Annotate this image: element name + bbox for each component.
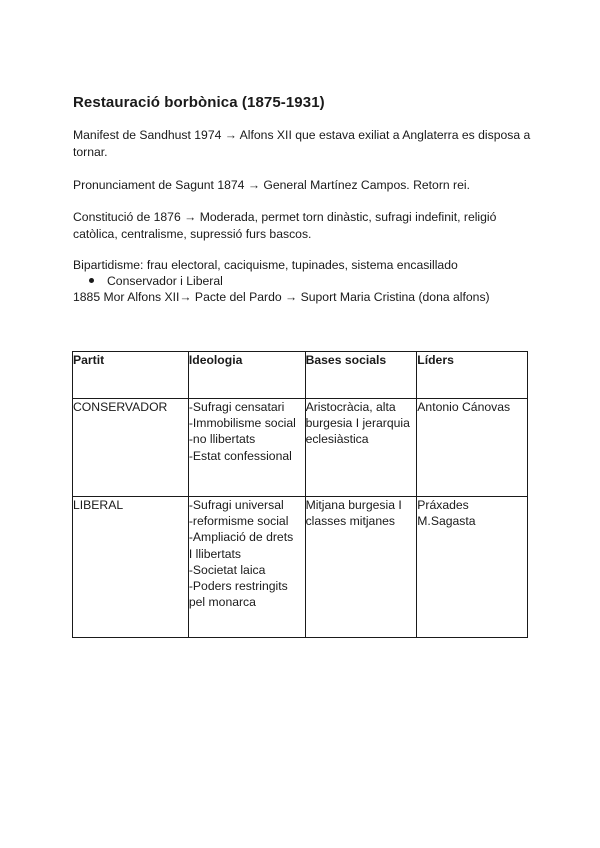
cell-line: Antonio Cánovas: [417, 400, 511, 414]
cell-line: -Immobilisme social: [188, 416, 296, 431]
cell-line: Aristocràcia, alta: [305, 400, 396, 414]
header-ideologia: Ideologia: [188, 352, 305, 399]
paragraph-1885: 1885 Mor Alfons XII→ Pacte del Pardo → Suport Maria Cristina (dona alfons): [73, 290, 490, 304]
cell-ideologia: [188, 497, 305, 638]
cell-bases-socials: [305, 497, 417, 638]
document-title: Restauració borbònica (1875-1931): [73, 94, 325, 111]
cell-line: eclesiàstica: [305, 432, 369, 447]
cell-line: Mitjana burgesia I: [305, 498, 402, 512]
cell-line: -no llibertats: [188, 432, 256, 447]
bullet-icon: [89, 278, 94, 283]
header-partit: Partit: [73, 352, 189, 399]
bullet-item: [89, 273, 223, 290]
cell-line: M.Sagasta: [417, 514, 476, 529]
header-bases-socials: Bases socials: [305, 352, 417, 399]
cell-line: classes mitjanes: [305, 514, 395, 529]
paragraph-sagunt: Pronunciament de Sagunt 1874 → General Martínez Campos. Retorn rei.: [73, 178, 470, 192]
cell-line: -Ampliació de drets: [188, 530, 294, 545]
header-liders: Líders: [417, 352, 528, 399]
cell-line: -Societat laica: [188, 562, 266, 577]
cell-line: -Sufragi universal: [188, 498, 284, 512]
cell-liders: [417, 497, 528, 638]
paragraph-bipartidisme: Bipartidisme: frau electoral, caciquisme, tupinades, sistema encasillado: [73, 258, 458, 272]
table-row: [73, 497, 528, 638]
cell-line: -reformisme social: [188, 514, 289, 529]
table-row: [73, 399, 528, 497]
cell-line: -Estat confessional: [188, 448, 292, 463]
cell-line: I llibertats: [188, 546, 242, 561]
cell-line: -Sufragi censatari: [188, 400, 285, 414]
table-header-row: [73, 352, 528, 399]
cell-ideologia: [188, 399, 305, 497]
cell-liders: [417, 399, 528, 497]
paragraph-constitucio: Constitució de 1876 → Moderada, permet torn dinàstic, sufragi indefinit, religió catòlica, centralisme, supressió furs bascos.: [73, 210, 497, 241]
cell-line: burgesia I jerarquia: [305, 416, 410, 431]
cell-partit: LIBERAL: [73, 497, 189, 638]
cell-partit: CONSERVADOR: [73, 399, 189, 497]
cell-line: -Poders restringits: [188, 579, 288, 594]
cell-line: Práxades: [417, 498, 469, 512]
cell-line: pel monarca: [188, 595, 256, 610]
paragraph-sandhurst: Manifest de Sandhust 1974 → Alfons XII que estava exiliat a Anglaterra es disposa a tornar.: [73, 128, 531, 159]
bullet-text: Conservador i Liberal: [107, 274, 223, 288]
parties-table: [72, 351, 528, 638]
cell-bases-socials: [305, 399, 417, 497]
